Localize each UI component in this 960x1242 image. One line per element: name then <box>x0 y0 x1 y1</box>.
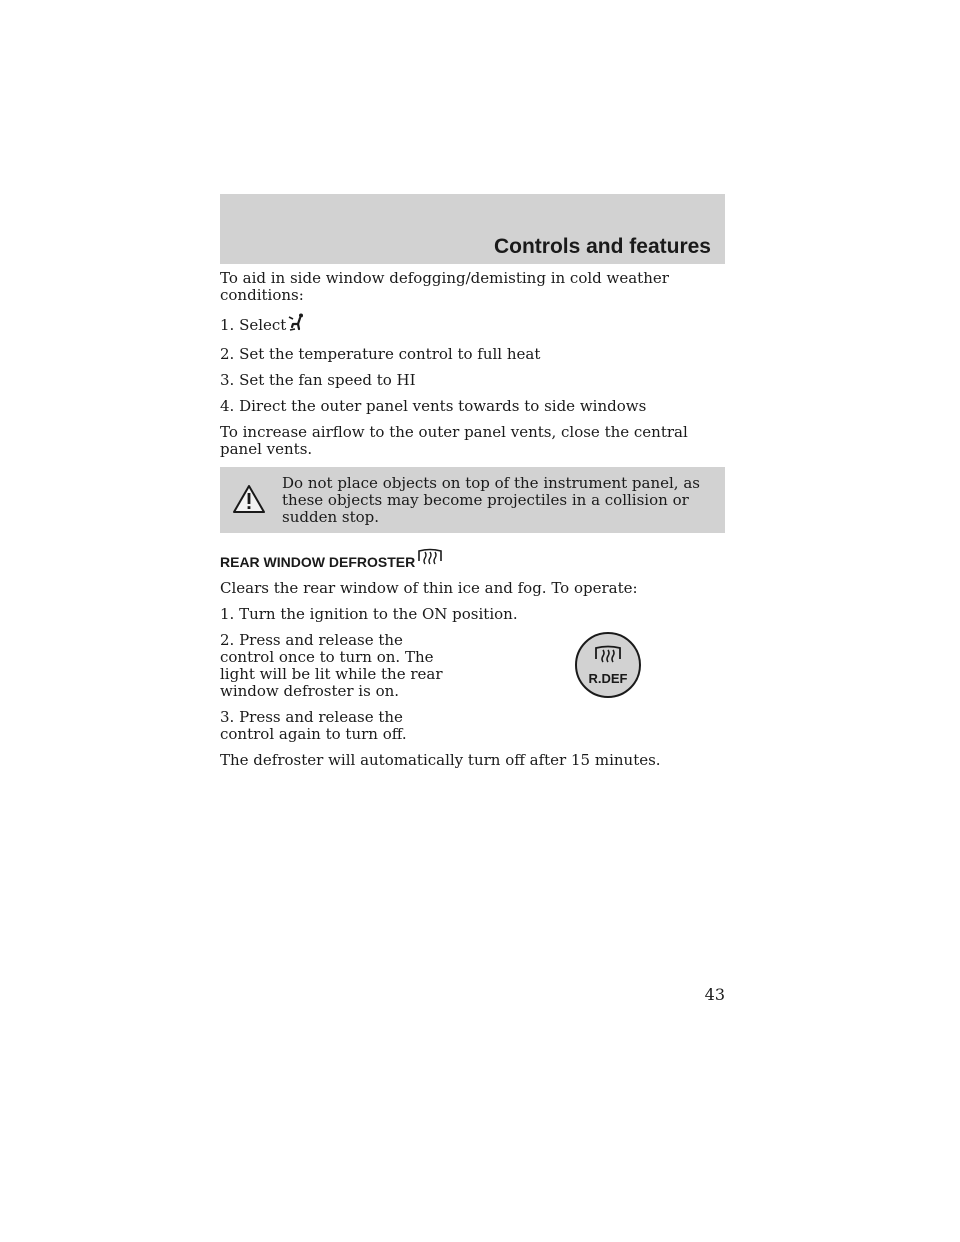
rear-defrost-icon <box>417 547 443 571</box>
floor-defrost-mode-icon <box>288 313 306 337</box>
section-header <box>220 194 725 264</box>
rear-step-3: 3. Press and release the control again to turn off. <box>220 708 407 743</box>
rear-defroster-intro: Clears the rear window of thin ice and fog. To operate: <box>220 579 638 597</box>
intro-text: To aid in side window defogging/demisting in cold weather conditions: <box>220 269 669 304</box>
rear-defroster-heading-text: REAR WINDOW DEFROSTER <box>220 554 416 570</box>
step-1-text: 1. Select <box>220 316 287 334</box>
rear-defrost-button-label: R.DEF <box>588 670 628 686</box>
step-2: 2. Set the temperature control to full heat <box>220 345 541 363</box>
rear-defroster-heading <box>220 547 725 571</box>
rear-defrost-button-illustration <box>575 632 641 698</box>
rear-step-2: 2. Press and release the control once to turn on. The light will be lit while the rear window defroster is on. <box>220 631 443 700</box>
rear-defrost-button-icon <box>594 644 622 668</box>
step-4: 4. Direct the outer panel vents towards to side windows <box>220 397 647 415</box>
rear-steps-with-button <box>220 632 725 743</box>
warning-box <box>220 467 725 533</box>
page-content <box>220 270 725 778</box>
page-number: 43 <box>704 985 725 1004</box>
step-3: 3. Set the fan speed to HI <box>220 371 416 389</box>
warning-triangle-icon <box>232 484 272 518</box>
rear-step-1: 1. Turn the ignition to the ON position. <box>220 605 518 623</box>
auto-off-note: The defroster will automatically turn off after 15 minutes. <box>220 751 661 769</box>
section-title: Controls and features <box>493 235 711 258</box>
warning-text: Do not place objects on top of the instrument panel, as these objects may become projectiles in a collision or sudden stop. <box>282 474 700 526</box>
airflow-note: To increase airflow to the outer panel vents, close the central panel vents. <box>220 423 688 458</box>
step-1 <box>220 313 725 337</box>
